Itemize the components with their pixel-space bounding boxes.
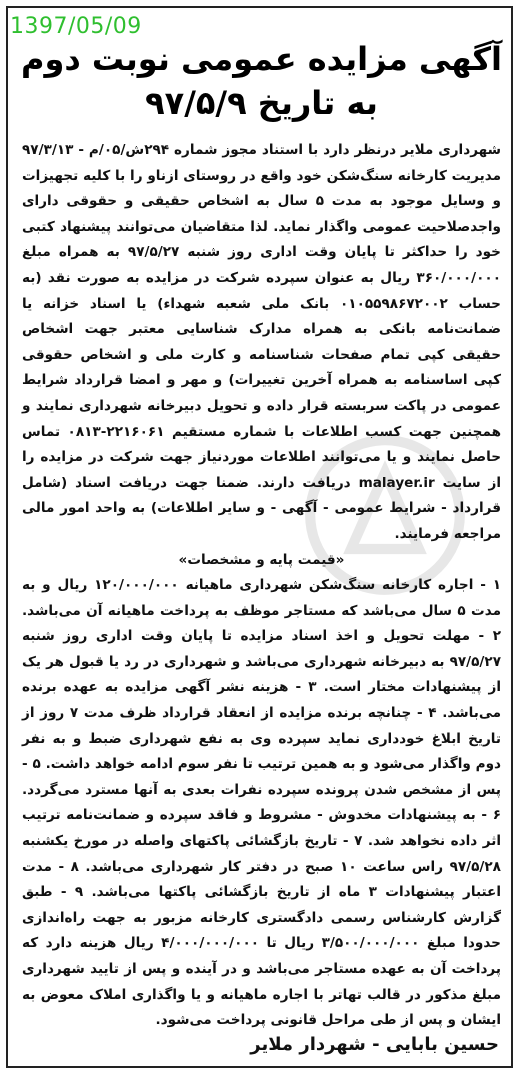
- intro-paragraph: شهرداری ملایر درنظر دارد با استناد مجوز شماره ۲۹۴ش/۰۵/م - ۹۷/۳/۱۳ مدیریت کارخانه سنگ‌شکن خود واقع در روستای ازناو را با کلیه تجهیزات و وسایل موجود به مدت ۵ سال به اشخاص حقیقی و حقوقی دارای واجدصلاحیت عمومی واگذار نماید. لذا متقاضیان می‌توانند پیشنهاد کتبی خود را حداکثر تا پایان وقت اداری روز شنبه ۹۷/۵/۲۷ به همراه مبلغ ۳۶۰/۰۰۰/۰۰۰ ریال به عنوان سپرده شرکت در مزایده به صورت نقد (به حساب ۰۱۰۵۵۹۸۶۷۲۰۰۲ بانک ملی شعبه شهداء) یا اسناد خزانه یا ضمانت‌نامه بانکی به همراه مدارک شناسایی معتبر جهت اشخاص حقیقی کپی تمام صفحات شناسنامه و کارت ملی و اشخاص حقوقی کپی اساسنامه به همراه آخرین تغییرات) و مهر و امضا قرارداد شرایط عمومی در پاکت سربسته قرار داده و تحویل دبیرخانه شهرداری نمایند و همچنین جهت کسب اطلاعات با شماره مستقیم ۲۲۱۶۰۶۱-۰۸۱۳ تماس حاصل نمایند و یا می‌توانند اطلاعات موردنیاز جهت شرکت در مزایده را از سایت malayer.ir دریافت دارند. ضمنا جهت دریافت اسناد (شامل قرارداد - شرایط عمومی - آگهی - و سایر اطلاعات) به واحد امور مالی مراجعه فرمایند.: [22, 142, 501, 542]
- signature: حسین بابایی - شهردار ملایر: [250, 1034, 499, 1055]
- date-stamp: 1397/05/09: [10, 14, 142, 39]
- ad-date-title: به تاریخ ۹۷/۵/۹: [145, 84, 378, 122]
- conditions-paragraph: ۱ - اجاره کارخانه سنگ‌شکن شهرداری ماهیانه ۱۲۰/۰۰۰/۰۰۰ ریال و به مدت ۵ سال می‌باشد که مستاجر موظف به پرداخت ماهیانه آن می‌باشد. ۲ - مهلت تحویل و اخذ اسناد مزایده تا پایان وقت اداری روز شنبه ۹۷/۵/۲۷ به دبیرخانه شهرداری می‌باشد و شهرداری در رد یا قبول هر یک از پیشنهادات مختار است. ۳ - هزینه نشر آگهی مزایده به عهده برنده می‌باشد. ۴ - چنانچه برنده مزایده از انعقاد قرارداد ظرف مدت ۷ روز از تاریخ ابلاغ خودداری نماید سپرده وی به نفع شهرداری ضبط و به نفر دوم واگذار می‌شود و به همین ترتیب تا نفر سوم ادامه خواهد داشت. ۵ - پس از مشخص شدن پرونده سپرده نفرات بعدی به آنها مسترد می‌گردد. ۶ - به پیشنهادات مخدوش - مشروط و فاقد سپرده و ضمانت‌نامه ترتیب اثر داده نخواهد شد. ۷ - تاریخ بازگشائی پاکتهای واصله در مورخ یکشنبه ۹۷/۵/۲۸ راس ساعت ۱۰ صبح در دفتر کار شهرداری می‌باشد. ۸ - مدت اعتبار پیشنهادات ۳ ماه از تاریخ بازگشائی پاکتها می‌باشد. ۹ - طبق گزارش کارشناس رسمی دادگستری کارخانه مزبور به جهت راه‌اندازی حدودا مبلغ ۳/۵۰۰/۰۰۰/۰۰۰ ریال تا ۴/۰۰۰/۰۰۰/۰۰۰ ریال هزینه دارد که پرداخت آن به عهده مستاجر می‌باشد و در آینده و پس از تایید شهرداری مبلغ مذکور در قالب تهاتر با اجاره ماهیانه و یا واگذاری املاک معوض به ایشان و پس از طی مراحل قانونی پرداخت می‌شود.: [22, 577, 502, 1029]
- ad-body: [22, 138, 501, 1034]
- base-price-heading: «قیمت پایه و مشخصات»: [178, 551, 345, 568]
- ad-title: آگهی مزایده عمومی نوبت دوم: [20, 40, 502, 78]
